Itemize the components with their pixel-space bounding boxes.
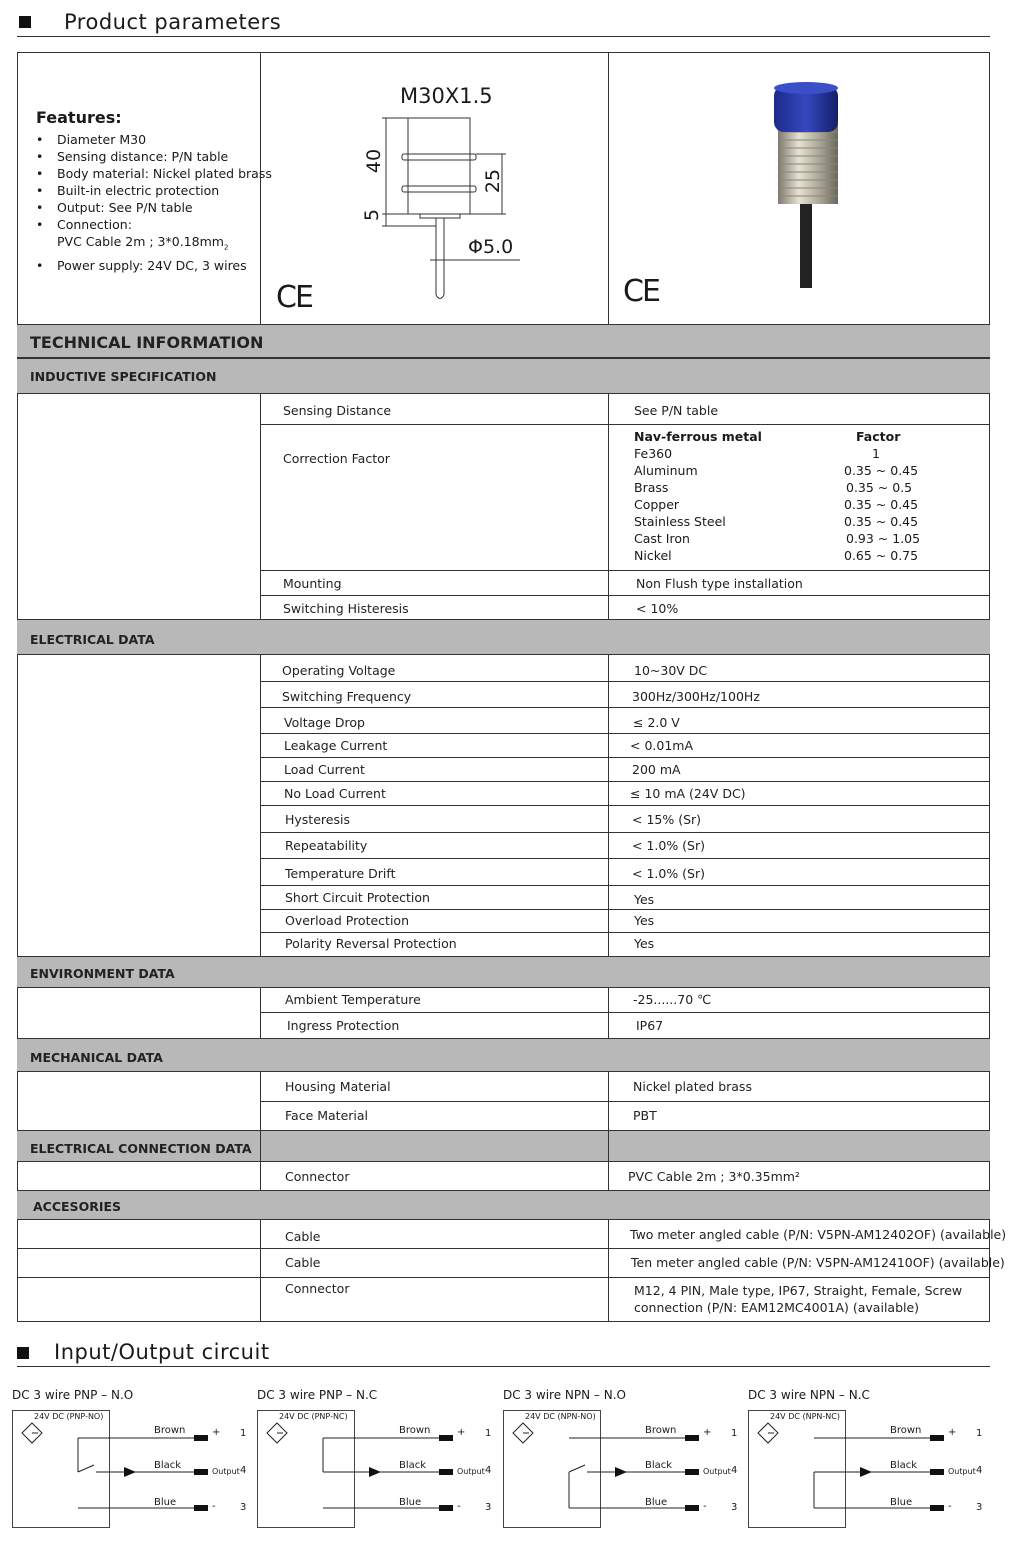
output-label: Output xyxy=(212,1467,240,1476)
feature-item: PVC Cable 2m ; $3*0.18mm_2$ xyxy=(57,234,229,252)
technical-information-band xyxy=(17,324,990,358)
cf-metal: Stainless Steel xyxy=(634,514,726,529)
length-40-label: 40 xyxy=(363,148,386,174)
spec-value: IP67 xyxy=(636,1018,664,1033)
inductive-title: INDUCTIVE SPECIFICATION xyxy=(30,369,217,384)
accessories-title: ACCESORIES xyxy=(33,1199,122,1214)
spec-label: Correction Factor xyxy=(283,451,390,466)
correction-factor-table xyxy=(634,429,934,565)
row-line xyxy=(260,805,990,806)
spec-label: Sensing Distance xyxy=(283,403,392,418)
row-line xyxy=(17,1248,990,1249)
pin-1: 1 xyxy=(976,1428,983,1439)
wire-brown-label: Brown xyxy=(154,1425,186,1436)
spec-value: Two meter angled cable (P/N: V5PN-AM12402OF) (available) xyxy=(630,1227,1007,1242)
section-title-product-parameters: Product parameters xyxy=(64,10,282,34)
environment-title: ENVIRONMENT DATA xyxy=(30,966,175,981)
feature-item: • Power supply: 24V DC, 3 wires xyxy=(36,257,272,274)
dimension-drawing xyxy=(360,80,540,310)
output-label: Output xyxy=(948,1467,976,1476)
wire-brown-label: Brown xyxy=(645,1425,677,1436)
feature-item: • Built-in electric protection xyxy=(36,182,272,199)
spec-value: < 0.01mA xyxy=(630,738,694,753)
spec-value: Yes xyxy=(634,913,655,928)
row-line xyxy=(17,1277,990,1278)
row-line xyxy=(260,781,990,782)
feature-item: • Body material: Nickel plated brass xyxy=(36,165,272,182)
spec-value: 200 mA xyxy=(632,762,681,777)
section-rule xyxy=(17,36,990,37)
spec-value: < 1.0% (Sr) xyxy=(632,838,706,853)
feature-item: • Diameter M30 xyxy=(36,131,272,148)
spec-value: ≤ 10 mA (24V DC) xyxy=(630,786,746,801)
plus-label: + xyxy=(212,1427,221,1438)
spec-value: Nickel plated brass xyxy=(633,1079,752,1094)
section-bullet xyxy=(19,16,31,28)
cf-factor: 0.35 ~ 0.45 xyxy=(844,514,919,529)
cf-metal: Copper xyxy=(634,497,680,512)
spec-label: Cable xyxy=(285,1229,321,1244)
row-line xyxy=(260,832,990,833)
pin-1: 1 xyxy=(485,1428,492,1439)
wire-blue-label: Blue xyxy=(399,1497,422,1508)
row-line xyxy=(260,733,990,734)
feature-item: • Sensing distance: P/N table xyxy=(36,148,272,165)
wire-black-label: Black xyxy=(399,1460,427,1471)
circuit-box-label: 24V DC (PNP-NO) xyxy=(34,1412,104,1421)
wire-blue-label: Blue xyxy=(645,1497,668,1508)
circuit-title: DC 3 wire NPN – N.C xyxy=(748,1388,870,1402)
spec-label: Connector xyxy=(285,1169,350,1184)
spec-label: Cable xyxy=(285,1255,321,1270)
spec-value: 10~30V DC xyxy=(634,663,708,678)
spec-label: Leakage Current xyxy=(284,738,388,753)
minus-label: - xyxy=(703,1501,707,1512)
cf-factor: 1 xyxy=(872,446,880,461)
electrical-band xyxy=(17,619,990,655)
row-line xyxy=(260,757,990,758)
pin-4: 4 xyxy=(485,1465,492,1476)
pin-4: 4 xyxy=(240,1465,247,1476)
spec-value: connection (P/N: EAM12MC4001A) (available) xyxy=(634,1300,920,1315)
pin-3: 3 xyxy=(731,1502,738,1513)
wire-brown-label: Brown xyxy=(890,1425,922,1436)
plus-label: + xyxy=(948,1427,957,1438)
accessories-band xyxy=(17,1190,990,1220)
spec-label: Housing Material xyxy=(285,1079,391,1094)
spec-label: Temperature Drift xyxy=(285,866,396,881)
row-line xyxy=(260,858,990,859)
spec-value: < 15% (Sr) xyxy=(632,812,702,827)
circuit-box-label: 24V DC (NPN-NO) xyxy=(525,1412,596,1421)
spec-value: Ten meter angled cable (P/N: V5PN-AM12410OF) (available) xyxy=(631,1255,1005,1270)
electrical-title: ELECTRICAL DATA xyxy=(30,632,155,647)
wire-black-label: Black xyxy=(154,1460,182,1471)
spec-value: 300Hz/300Hz/100Hz xyxy=(632,689,760,704)
connection-band xyxy=(17,1130,990,1162)
pin-1: 1 xyxy=(731,1428,738,1439)
divider xyxy=(608,1220,609,1322)
cf-metal: Nickel xyxy=(634,548,672,563)
pin-4: 4 xyxy=(976,1465,983,1476)
spec-label: Short Circuit Protection xyxy=(285,890,430,905)
divider xyxy=(608,1130,609,1190)
spec-label: Face Material xyxy=(285,1108,369,1123)
row-line xyxy=(260,932,990,933)
cable-diameter-label: Φ5.0 xyxy=(468,236,514,258)
row-line xyxy=(260,681,990,682)
cf-metal: Aluminum xyxy=(634,463,698,478)
ce-logo: CE xyxy=(276,280,312,315)
row-line xyxy=(260,424,990,425)
ce-logo: CE xyxy=(623,274,659,309)
divider xyxy=(260,988,261,1038)
spec-value: Non Flush type installation xyxy=(636,576,803,591)
minus-label: - xyxy=(948,1501,952,1512)
wire-black-label: Black xyxy=(645,1460,673,1471)
pin-3: 3 xyxy=(976,1502,983,1513)
spec-label: Repeatability xyxy=(285,838,368,853)
spec-value: PVC Cable 2m ; 3*0.35mm² xyxy=(628,1169,800,1184)
divider xyxy=(260,1220,261,1322)
spec-label: Switching Histeresis xyxy=(283,601,409,616)
cf-metal: Fe360 xyxy=(634,446,673,461)
spec-label: Switching Frequency xyxy=(282,689,412,704)
pin-4: 4 xyxy=(731,1465,738,1476)
spec-label: Connector xyxy=(285,1281,350,1296)
technical-information-title: TECHNICAL INFORMATION xyxy=(30,333,264,352)
spec-label: Ingress Protection xyxy=(287,1018,400,1033)
product-photo xyxy=(760,78,850,292)
circuit-box-label: 24V DC (PNP-NC) xyxy=(279,1412,348,1421)
pin-3: 3 xyxy=(485,1502,492,1513)
spec-value: M12, 4 PIN, Male type, IP67, Straight, Female, Screw xyxy=(634,1283,963,1298)
row-line xyxy=(260,570,990,571)
section-rule xyxy=(17,1366,990,1367)
circuit-title: DC 3 wire PNP – N.O xyxy=(12,1388,134,1402)
plus-label: + xyxy=(703,1427,712,1438)
section-bullet xyxy=(17,1347,29,1359)
feature-item: • Output: See P/N table xyxy=(36,199,272,216)
mechanical-title: MECHANICAL DATA xyxy=(30,1050,163,1065)
spec-label: Overload Protection xyxy=(285,913,409,928)
spec-value: PBT xyxy=(633,1108,657,1123)
plus-label: + xyxy=(457,1427,466,1438)
connection-title: ELECTRICAL CONNECTION DATA xyxy=(30,1141,252,1156)
spec-value: < 10% xyxy=(636,601,679,616)
section-title-io-circuit: Input/Output circuit xyxy=(54,1340,270,1364)
spec-value: ≤ 2.0 V xyxy=(633,715,680,730)
row-line xyxy=(260,707,990,708)
spec-value: Yes xyxy=(634,892,655,907)
wire-blue-label: Blue xyxy=(154,1497,177,1508)
cf-factor: 0.35 ~ 0.45 xyxy=(844,463,919,478)
spec-label: Operating Voltage xyxy=(282,663,396,678)
length-25-label: 25 xyxy=(482,168,505,194)
cf-factor: 0.35 ~ 0.45 xyxy=(844,497,919,512)
cf-factor: 0.35 ~ 0.5 xyxy=(846,480,913,495)
spec-value: -25......70 ℃ xyxy=(633,992,712,1007)
row-line xyxy=(260,909,990,910)
row-line xyxy=(260,595,990,596)
output-label: Output xyxy=(457,1467,485,1476)
divider xyxy=(260,1130,261,1190)
spec-label: Polarity Reversal Protection xyxy=(285,936,457,951)
spec-label: Hysteresis xyxy=(285,812,350,827)
row-line xyxy=(260,1101,990,1102)
wire-brown-label: Brown xyxy=(399,1425,431,1436)
inductive-band xyxy=(17,358,990,394)
cf-metal: Cast Iron xyxy=(634,531,690,546)
spec-label: Mounting xyxy=(283,576,342,591)
spec-value: < 1.0% (Sr) xyxy=(632,866,706,881)
divider xyxy=(608,394,609,619)
spec-label: Load Current xyxy=(284,762,365,777)
spec-value: Yes xyxy=(634,936,655,951)
circuit-title: DC 3 wire NPN – N.O xyxy=(503,1388,626,1402)
divider xyxy=(608,988,609,1038)
cf-header-factor: Factor xyxy=(856,429,901,444)
spec-label: No Load Current xyxy=(284,786,386,801)
cf-factor: 0.65 ~ 0.75 xyxy=(844,548,919,563)
thread-label: M30X1.5 xyxy=(400,84,493,108)
spec-value: See P/N table xyxy=(634,403,719,418)
row-line xyxy=(260,885,990,886)
features-block xyxy=(36,108,272,274)
pin-1: 1 xyxy=(240,1428,247,1439)
features-title: Features: xyxy=(36,108,122,127)
output-label: Output xyxy=(703,1467,731,1476)
feature-item: • Connection: xyxy=(36,216,272,233)
divider xyxy=(608,52,609,324)
cf-factor: 0.93 ~ 1.05 xyxy=(846,531,921,546)
environment-band xyxy=(17,956,990,988)
row-line xyxy=(260,1012,990,1013)
mechanical-band xyxy=(17,1038,990,1072)
spec-label: Voltage Drop xyxy=(284,715,365,730)
minus-label: - xyxy=(457,1501,461,1512)
cf-metal: Brass xyxy=(634,480,669,495)
circuit-title: DC 3 wire PNP – N.C xyxy=(257,1388,378,1402)
circuit-box-label: 24V DC (NPN-NC) xyxy=(770,1412,840,1421)
wire-black-label: Black xyxy=(890,1460,918,1471)
length-5-label: 5 xyxy=(361,208,384,222)
minus-label: - xyxy=(212,1501,216,1512)
spec-label: Ambient Temperature xyxy=(285,992,421,1007)
pin-3: 3 xyxy=(240,1502,247,1513)
cf-header-metal: Nav-ferrous metal xyxy=(634,429,762,444)
divider xyxy=(260,394,261,619)
wire-blue-label: Blue xyxy=(890,1497,913,1508)
